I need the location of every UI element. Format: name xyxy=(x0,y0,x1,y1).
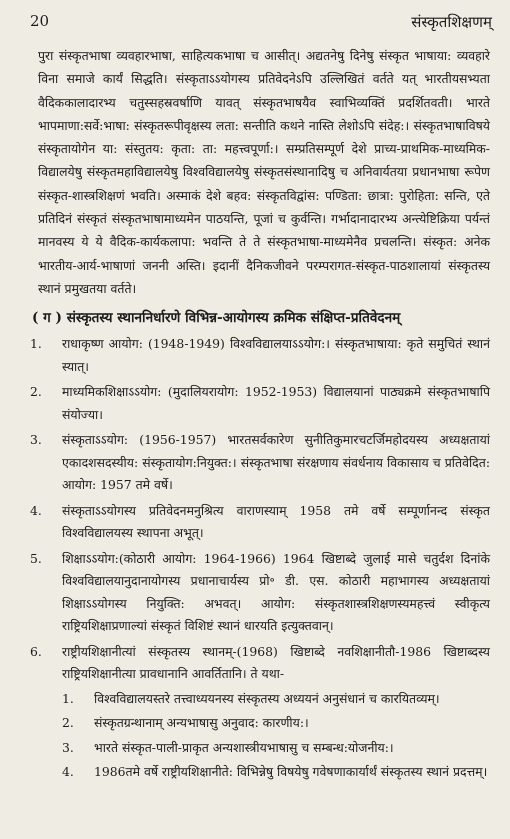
list-item-number: 4. xyxy=(30,502,42,518)
section-heading: ( ग ) संस्कृतस्य स्थाननिर्धारणे विभिन्न-आयोगस्य क्रमिक संक्षिप्त-प्रतिवेदनम् xyxy=(32,310,401,326)
list-item-text: संस्कृताऽऽयोग: (1956-1957) भारतसर्वकारेण सुनीतिकुमारचटर्जिमहोदयस्य अध्यक्षतायां एकादशसदस्यीय: संस्कृतायोग:नियुक्त:। संस्कृतभाषा संरक्षणाय संवर्धनाय विकासाय च प्रतिवेदित: आयोग: 1957 तमे वर्षे। xyxy=(62,432,490,492)
sub-list-item-text: संस्कृतग्रन्थानाम् अन्यभाषासु अनुवाद: कारणीय:। xyxy=(94,715,309,730)
intro-paragraph: पुरा संस्कृतभाषा व्यवहारभाषा, साहित्यकभाषा च आसीत्। अद्यतनेषु दिनेषु संस्कृत भाषाया: व्यवहारे विना समाजे कार्यं सिद्धति। संस्कृताऽऽयोगस्य प्रतिवेदनेऽपि उल्लिखितं वर्तते यत् भारतीयसभ्यता वैदिककालादारभ्य चतुस्सहस्रवर्षाणि यावत् संस्कृतभाषयैव स्वाभिव्यक्तिं प्रदर्शितवती। भारते भापमाणा:सर्वे:भाषा: संस्कृतरूपीवृक्षस्य लता: सन्तीति कथने नास्ति लेशोऽपि संदेह:। संस्कृतभाषाविषये संस्कृतायोगेन या: संस्तुतय: कृता: ता: महत्त्वपूर्णा:। सम्प्रतिसम्पूर्ण देशे प्राच्य-प्राथमिक-माध्यमिक-विद्यालयेषु संस्कृतमहाविद्यालयेषु विश्वविद्यालयेषु संस्कृतसंस्थानादिषु च अनिवार्यतया प्रधानभाषा रूपेण संस्कृत-शास्त्रशिक्षणं भवति। अस्माकं देशे बहव: संस्कृतविद्वांस: पण्डिता: छात्रा: पुरोहिता: सन्ति, एते प्रतिदिनं संस्कृतं संस्कृतभाषामाध्यमेन पाठयन्ति, पूजां च कुर्वन्ति। गर्भादानादारभ्य अन्त्येष्टिक्रिया पर्यन्तं मानवस्य ये ये वैदिक-कार्यकलापा: भवन्ति ते ते संस्कृतभाषा-माध्यमेनैव प्रचलन्ति। संस्कृत: अनेक भारतीय-आर्य-भाषाणां जननी अस्ति। इदानीं दैनिकजीवने परम्परागत-संस्कृत-पाठशालायां संस्कृतस्य स्थानं प्रमुखतया वर्तते। xyxy=(38,48,490,296)
page-number: 20 xyxy=(30,12,50,30)
list-item-number: 5. xyxy=(30,550,42,566)
sub-list-item xyxy=(62,761,490,784)
sub-list-item-text: विश्वविद्यालयस्तरे तत्त्वाध्ययनस्य संस्कृतस्य अध्ययनं अनुसंधानं च कारयितव्यम्। xyxy=(94,690,440,706)
sub-list-item xyxy=(62,737,490,760)
sub-list-item-text: 1986तमे वर्षे राष्ट्रीयशिक्षानीते: विभिन्नेषु विषयेषु गवेषणाकार्यार्थं संस्कृतस्य स्थानं प्रदत्तम्। xyxy=(94,764,488,779)
sub-list xyxy=(62,688,490,784)
sub-list-item-number: 3. xyxy=(62,739,74,755)
list-item-text: राधाकृष्ण आयोग: (1948-1949) विश्वविद्यालयाऽऽयोग:। संस्कृतभाषाया: कृते समुचितं स्थानं स्यात्। xyxy=(62,336,490,374)
list-item-number: 1. xyxy=(30,336,42,351)
list-item-number: 3. xyxy=(30,432,42,447)
list-item-number: 2. xyxy=(30,384,42,399)
list-item-text: संस्कृताऽऽयोगस्य प्रतिवेदनमनुश्रित्य वाराणस्याम् 1958 तमे वर्षे सम्पूर्णानन्द संस्कृत विश्वविद्यालयस्य स्थापना अभूत्। xyxy=(62,502,490,540)
sub-list-item-number: 4. xyxy=(62,764,74,779)
sub-list-item-number: 2. xyxy=(62,715,74,730)
sub-list-item-text: भारते संस्कृत-पाली-प्राकृत अन्यशास्त्रीयभाषासु च सम्बन्ध:योजनीय:। xyxy=(94,739,394,755)
list-item-text: शिक्षाऽऽयोग:(कोठारी आयोग: 1964-1966) 1964 खिष्टाब्दे जुलाई मासे चतुर्दश दिनांके विश्वविद्यालयानुदानायोगस्य प्रधानाचार्यस्य प्रो॰ डी. एस. कोठारी महाभागस्य अध्यक्षतायां शिक्षाऽऽयोगस्य नियुक्ति: अभवत्। आयोग: संस्कृतशास्त्रशिक्षणस्यमहत्त्वं स्वीकृत्य राष्ट्रियशिक्षाप्रणाल्यां संस्कृतं विशिष्टं स्थानं धारयति इत्युक्तवान्। xyxy=(62,550,490,633)
sub-list-item-number: 1. xyxy=(62,690,74,706)
list-item-text: माध्यमिकशिक्षाऽऽयोग: (मुदालियरायोग: 1952-1953) विद्यालयानां पाठ्यक्रमे संस्कृतभाषापि संयोज्या। xyxy=(62,384,490,422)
list-item xyxy=(30,381,490,426)
running-title: संस्कृतशिक्षणम् xyxy=(411,13,492,31)
list-item xyxy=(30,429,490,497)
list-item xyxy=(30,333,490,378)
list-item xyxy=(30,548,490,638)
sub-list-item xyxy=(62,712,490,735)
list-item-text: राष्ट्रीयशिक्षानीत्यां संस्कृतस्य स्थानम्-(1968) खिष्टाब्दे नवशिक्षानीतौ-1986 खिष्टाब्दस्य राष्ट्रियशिक्षानीत्या प्रावधानानि आवर्तितानि। ते यथा- xyxy=(62,643,490,681)
list-item-number: 6. xyxy=(30,643,42,659)
sub-list-item xyxy=(62,688,490,711)
commission-list xyxy=(30,333,490,787)
page-header xyxy=(30,12,492,34)
list-item xyxy=(30,641,490,784)
list-item xyxy=(30,500,490,545)
